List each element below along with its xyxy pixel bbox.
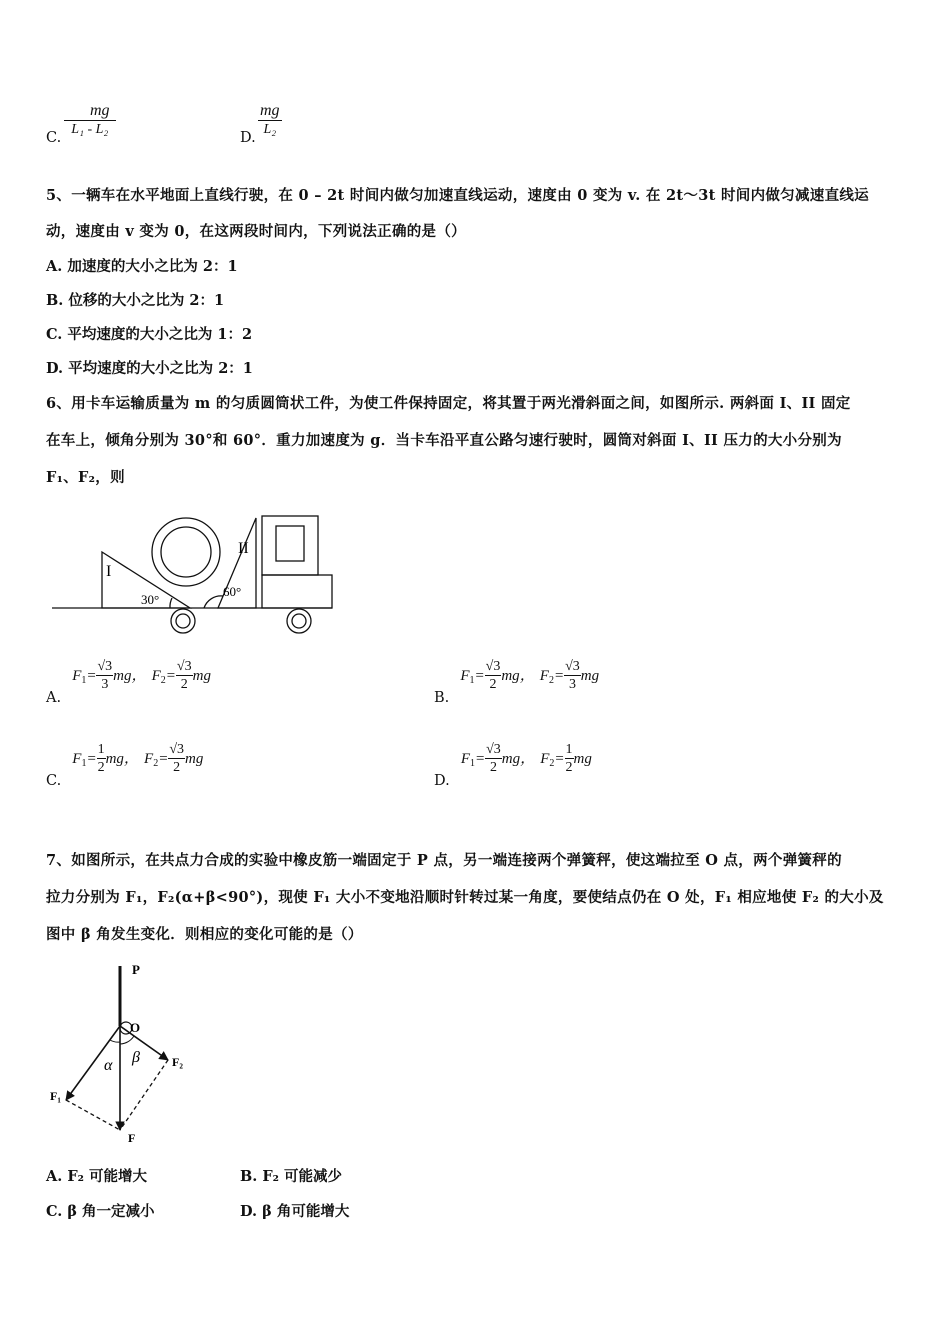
mg: mg [185, 751, 204, 767]
q4-option-c-fraction [64, 102, 116, 139]
mg: mg [113, 668, 132, 684]
q4-option-c [46, 128, 61, 148]
q4-option-d [240, 128, 256, 148]
slope-i-label: I [106, 563, 112, 580]
truck-figure [50, 508, 340, 638]
mg: mg [501, 668, 520, 684]
label-p: P [132, 962, 140, 977]
q6-option-a: A. $F_1=$ $\frac{√3}{3}$ mg， $F_2=$ $\frac{√3}{2}$ mg [46, 659, 211, 706]
mg: mg [501, 751, 521, 767]
label-f1: F₁ [50, 1089, 61, 1103]
q5-option-b: B. 位移的大小之比为 2：1 [46, 292, 225, 309]
label-f2: F₂ [172, 1055, 183, 1069]
q5-option-d: D. 平均速度的大小之比为 2：1 [46, 360, 253, 377]
q6-option-d: D. $F_1=$ $\frac{√3}{2}$ mg， $F_2=$ $\frac{1}{2}$ mg [434, 742, 592, 789]
f1-num: √3 [486, 742, 501, 757]
f1-den: 2 [97, 760, 105, 775]
f2-num: √3 [169, 742, 185, 757]
mg: mg [105, 751, 124, 767]
mg: mg [573, 751, 592, 767]
q7-stem-line1: 7、如图所示，在共点力合成的实验中橡皮筋一端固定于 P 点，另一端连接两个弹簧秤，使这端拉至 O 点，两个弹簧秤的 [46, 852, 842, 869]
f1-num: √3 [485, 659, 501, 674]
option-label: A. [46, 690, 62, 706]
mg: mg [192, 668, 211, 684]
q7-option-c: C. β 角一定减小 [46, 1203, 155, 1220]
f2-den: 2 [565, 760, 573, 775]
fraction-denominator: L₁ - L₂ [71, 122, 109, 137]
q6-stem-line1: 6、用卡车运输质量为 m 的匀质圆筒状工件，为使工件保持固定，将其置于两光滑斜面之间，如图所示. 两斜面 I、II 固定 [46, 395, 851, 412]
label-o: O [130, 1020, 141, 1035]
f1-den: 2 [489, 760, 497, 775]
angle-30-label: 30° [141, 592, 160, 607]
mg: mg [580, 668, 600, 684]
option-label: C. [46, 773, 62, 789]
q7-option-d: D. β 角可能增大 [240, 1203, 350, 1220]
q5-option-c: C. 平均速度的大小之比为 1：2 [46, 326, 253, 343]
q7-stem-line2: 拉力分别为 F₁，F₂(α+β<90°)，现使 F₁ 大小不变地沿顺时针转过某一角度，要使结点仍在 O 处，F₁ 相应地使 F₂ 的大小及 [46, 889, 884, 906]
f2-num: √3 [176, 659, 192, 674]
fraction-numerator: mg [260, 102, 280, 119]
label-f: F [128, 1131, 136, 1145]
angle-60-label: 60° [223, 584, 242, 599]
f1-den: 2 [489, 677, 497, 692]
q5-stem-line1: 5、一辆车在水平地面上直线行驶，在 0 – 2t 时间内做匀加速直线运动，速度由 0 变为 v. 在 2t～3t 时间内做匀减速直线运 [46, 187, 869, 204]
option-label: C. [46, 130, 62, 146]
slope-ii-label: II [238, 540, 249, 557]
f2-den: 3 [568, 677, 576, 692]
q7-option-a: A. F₂ 可能增大 [46, 1168, 148, 1185]
option-label: D. [434, 773, 450, 789]
f2-num: √3 [565, 659, 580, 674]
q6-stem-line2: 在车上，倾角分别为 30°和 60°．重力加速度为 g．当卡车沿平直公路匀速行驶时，圆筒对斜面 I、II 压力的大小分别为 [46, 432, 842, 449]
f2-num: 1 [565, 742, 573, 757]
q4-option-d-fraction [258, 102, 282, 139]
f1-den: 3 [101, 677, 109, 692]
q6-option-c: C. $F_1=$ $\frac{1}{2}$ mg， $F_2=$ $\frac{√3}{2}$ mg [46, 742, 204, 789]
fraction-numerator: mg [64, 102, 116, 121]
q5-option-a: A. 加速度的大小之比为 2：1 [46, 258, 238, 275]
f1-num: √3 [97, 659, 113, 674]
fraction-denominator: L₂ [263, 122, 277, 137]
f1-num: 1 [97, 742, 105, 757]
option-label: B. [434, 690, 450, 706]
q7-option-b: B. F₂ 可能减少 [240, 1168, 343, 1185]
f2-den: 2 [173, 760, 181, 775]
q7-stem-line3: 图中 β 角发生变化．则相应的变化可能的是（） [46, 926, 363, 943]
q6-option-b: B. $F_1=$ $\frac{√3}{2}$ mg， $F_2=$ $\frac{√3}{3}$ mg [434, 659, 600, 706]
label-alpha: α [104, 1057, 113, 1074]
force-diagram [44, 958, 204, 1148]
q5-stem-line2: 动，速度由 v 变为 0，在这两段时间内，下列说法正确的是（） [46, 223, 466, 240]
f2-den: 2 [180, 677, 188, 692]
q6-stem-line3: F₁、F₂，则 [46, 469, 125, 486]
option-label: D. [240, 130, 256, 146]
label-beta: β [132, 1049, 140, 1066]
